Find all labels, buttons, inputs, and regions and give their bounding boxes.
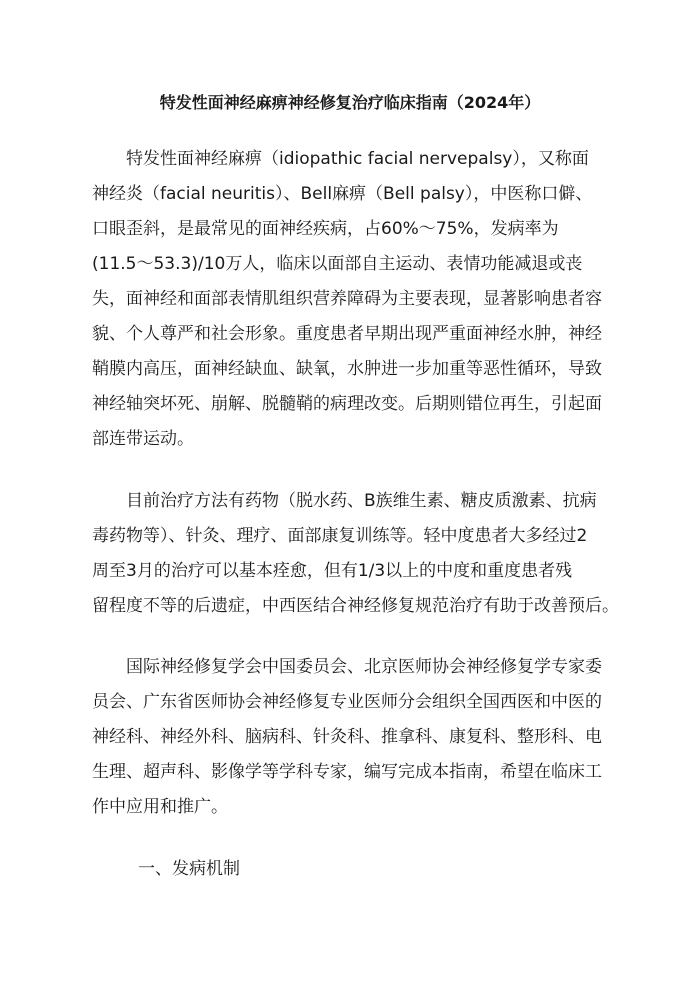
- paragraph-line: 国际神经修复学会中国委员会、北京医师协会神经修复学专家委: [92, 657, 602, 677]
- paragraph-line: 周至3月的治疗可以基本痊愈，但有1/3以上的中度和重度患者残: [92, 561, 573, 581]
- document-title: 特发性面神经麻痹神经修复治疗临床指南（2024年）: [159, 93, 541, 112]
- paragraph-line: 生理、超声科、影像学等学科专家，编写完成本指南，希望在临床工: [92, 762, 602, 782]
- paragraph-line: 失，面神经和面部表情肌组织营养障碍为主要表现，显著影响患者容: [92, 289, 602, 309]
- paragraph-line: 貌、个人尊严和社会形象。重度患者早期出现严重面神经水肿，神经: [92, 324, 602, 344]
- paragraph-line: 留程度不等的后遗症，中西医结合神经修复规范治疗有助于改善预后。: [92, 596, 619, 616]
- paragraph-treatment: [92, 484, 619, 624]
- paragraph-line: 神经科、神经外科、脑病科、针灸科、推拿科、康复科、整形科、电: [92, 727, 602, 747]
- paragraph-line: 鞘膜内高压，面神经缺血、缺氧，水肿进一步加重等恶性循环，导致: [92, 359, 602, 379]
- paragraph-line: 目前治疗方法有药物（脱水药、B族维生素、糖皮质激素、抗病: [92, 491, 597, 511]
- paragraph-line: 部连带运动。: [92, 429, 194, 449]
- paragraph-intro: [92, 142, 612, 457]
- paragraph-line: 毒药物等）、针灸、理疗、面部康复训练等。轻中度患者大多经过2: [92, 526, 588, 546]
- paragraph-line: (11.5～53.3)/10万人，临床以面部自主运动、表情功能减退或丧: [92, 254, 583, 274]
- paragraph-line: 神经炎（facial neuritis）、Bell麻痹（Bell palsy），中医称口僻、: [92, 184, 593, 204]
- paragraph-line: 口眼歪斜，是最常见的面神经疾病，占60%～75%，发病率为: [92, 219, 559, 239]
- paragraph-line: 神经轴突坏死、崩解、脱髓鞘的病理改变。后期则错位再生，引起面: [92, 394, 602, 414]
- paragraph-line: 员会、广东省医师协会神经修复专业医师分会组织全国西医和中医的: [92, 692, 602, 712]
- section-heading: 一、发病机制: [138, 859, 240, 879]
- paragraph-committee: [92, 650, 612, 825]
- paragraph-line: 特发性面神经麻痹（idiopathic facial nervepalsy），又称面: [92, 149, 589, 169]
- paragraph-line: 作中应用和推广。: [92, 797, 228, 817]
